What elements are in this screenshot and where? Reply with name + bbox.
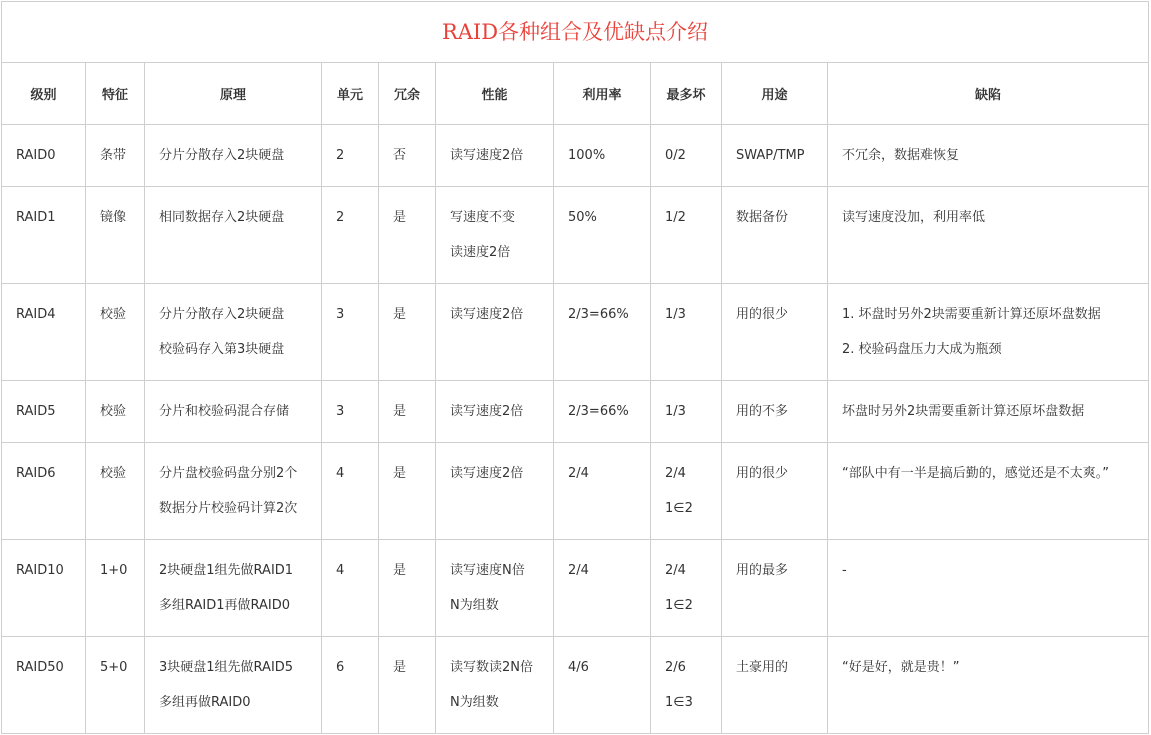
- raid-comparison-table: [1, 1, 1149, 734]
- cell-feature: [86, 540, 145, 637]
- cell-text: 读写速度2倍: [450, 466, 524, 481]
- cell-usage: [722, 284, 828, 381]
- cell-text: 2/6: [665, 660, 686, 675]
- cell-text: 分片分散存入2块硬盘: [159, 307, 285, 322]
- cell-text: 5+0: [100, 660, 128, 675]
- cell-text: 分片和校验码混合存储: [159, 404, 290, 419]
- cell-text: N为组数: [450, 598, 499, 613]
- cell-principle: [145, 284, 322, 381]
- table-row: [2, 637, 1149, 734]
- cell-text: 数据备份: [736, 210, 789, 225]
- cell-performance: [436, 443, 554, 540]
- cell-level: [2, 187, 86, 284]
- cell-level: [2, 637, 86, 734]
- cell-text: 多组再做RAID0: [159, 695, 251, 710]
- cell-usage: [722, 637, 828, 734]
- table-row: [2, 540, 1149, 637]
- cell-redundancy: [379, 381, 436, 443]
- cell-units: [322, 637, 379, 734]
- cell-performance: [436, 540, 554, 637]
- cell-defects: [828, 540, 1149, 637]
- cell-text: 校验码存入第3块硬盘: [159, 342, 285, 357]
- cell-utilization: [554, 187, 651, 284]
- cell-units: [322, 540, 379, 637]
- cell-max-fail: [651, 187, 722, 284]
- cell-feature: [86, 284, 145, 381]
- cell-text: 条带: [100, 148, 127, 163]
- cell-units: [322, 125, 379, 187]
- header-row: [2, 63, 1149, 125]
- cell-text: 是: [393, 307, 407, 322]
- cell-redundancy: [379, 187, 436, 284]
- cell-text: 4: [336, 563, 345, 578]
- cell-text: RAID0: [16, 148, 56, 163]
- header-level: 级别: [2, 63, 86, 125]
- cell-principle: [145, 125, 322, 187]
- cell-text: RAID50: [16, 660, 64, 675]
- cell-max-fail: [651, 284, 722, 381]
- cell-text: 校验: [100, 307, 127, 322]
- cell-text: 是: [393, 466, 407, 481]
- cell-text: 读写速度没加，利用率低: [842, 210, 986, 225]
- cell-text: 100%: [568, 148, 606, 163]
- header-performance: 性能: [436, 63, 554, 125]
- cell-text: “好是好，就是贵！”: [842, 660, 960, 675]
- cell-units: [322, 187, 379, 284]
- cell-text: RAID6: [16, 466, 56, 481]
- cell-utilization: [554, 284, 651, 381]
- cell-text: 读写速度2倍: [450, 307, 524, 322]
- cell-usage: [722, 187, 828, 284]
- cell-text: N为组数: [450, 695, 499, 710]
- cell-redundancy: [379, 443, 436, 540]
- cell-text: 用的很少: [736, 307, 789, 322]
- cell-units: [322, 284, 379, 381]
- cell-feature: [86, 381, 145, 443]
- cell-defects: [828, 187, 1149, 284]
- cell-text: 校验: [100, 466, 127, 481]
- cell-text: 是: [393, 563, 407, 578]
- header-units: 单元: [322, 63, 379, 125]
- cell-usage: [722, 443, 828, 540]
- cell-text: 分片盘校验码盘分别2个: [159, 466, 298, 481]
- cell-max-fail: [651, 540, 722, 637]
- cell-text: RAID10: [16, 563, 64, 578]
- cell-text: 是: [393, 404, 407, 419]
- cell-text: 3: [336, 307, 345, 322]
- cell-principle: [145, 637, 322, 734]
- cell-text: RAID4: [16, 307, 56, 322]
- cell-text: 3块硬盘1组先做RAID5: [159, 660, 294, 675]
- header-usage: 用途: [722, 63, 828, 125]
- cell-text: 坏盘时另外2块需要重新计算还原坏盘数据: [842, 404, 1085, 419]
- cell-defects: [828, 125, 1149, 187]
- cell-text: 2/4: [665, 466, 686, 481]
- cell-redundancy: [379, 125, 436, 187]
- cell-utilization: [554, 125, 651, 187]
- cell-text: 3: [336, 404, 345, 419]
- cell-usage: [722, 381, 828, 443]
- table-row: [2, 381, 1149, 443]
- cell-text: RAID1: [16, 210, 56, 225]
- cell-max-fail: [651, 443, 722, 540]
- cell-text: 1/3: [665, 307, 686, 322]
- cell-performance: [436, 637, 554, 734]
- cell-max-fail: [651, 637, 722, 734]
- cell-level: [2, 125, 86, 187]
- cell-units: [322, 443, 379, 540]
- table-row: [2, 443, 1149, 540]
- cell-text: -: [842, 563, 847, 578]
- cell-text: 1∈2: [665, 501, 693, 516]
- cell-utilization: [554, 637, 651, 734]
- cell-max-fail: [651, 381, 722, 443]
- cell-text: 校验: [100, 404, 127, 419]
- cell-redundancy: [379, 637, 436, 734]
- cell-text: 用的很少: [736, 466, 789, 481]
- cell-performance: [436, 284, 554, 381]
- cell-units: [322, 381, 379, 443]
- cell-text: 2. 校验码盘压力大成为瓶颈: [842, 342, 1002, 357]
- cell-level: [2, 443, 86, 540]
- cell-redundancy: [379, 284, 436, 381]
- cell-text: 2: [336, 210, 345, 225]
- cell-text: 多组RAID1再做RAID0: [159, 598, 291, 613]
- cell-text: 2/4: [665, 563, 686, 578]
- header-redundancy: 冗余: [379, 63, 436, 125]
- cell-text: 50%: [568, 210, 597, 225]
- cell-defects: [828, 637, 1149, 734]
- cell-text: 读写速度N倍: [450, 563, 525, 578]
- table-row: [2, 125, 1149, 187]
- cell-text: 是: [393, 660, 407, 675]
- cell-text: 否: [393, 148, 407, 163]
- cell-text: 1. 坏盘时另外2块需要重新计算还原坏盘数据: [842, 307, 1101, 322]
- table-row: [2, 187, 1149, 284]
- cell-text: SWAP/TMP: [736, 148, 805, 163]
- cell-text: 不冗余，数据难恢复: [842, 148, 960, 163]
- cell-text: 是: [393, 210, 407, 225]
- cell-utilization: [554, 443, 651, 540]
- header-defects: 缺陷: [828, 63, 1149, 125]
- cell-utilization: [554, 540, 651, 637]
- cell-text: 1/3: [665, 404, 686, 419]
- header-max-fail: 最多坏: [651, 63, 722, 125]
- cell-text: 用的最多: [736, 563, 789, 578]
- cell-defects: [828, 284, 1149, 381]
- table-title: RAID各种组合及优缺点介绍: [1, 1, 1149, 62]
- cell-text: 4: [336, 466, 345, 481]
- cell-max-fail: [651, 125, 722, 187]
- cell-text: 2: [336, 148, 345, 163]
- cell-text: 2/3=66%: [568, 404, 629, 419]
- table-row: [2, 284, 1149, 381]
- header-principle: 原理: [145, 63, 322, 125]
- header-feature: 特征: [86, 63, 145, 125]
- cell-usage: [722, 540, 828, 637]
- cell-text: 镜像: [100, 210, 127, 225]
- cell-text: 读写速度2倍: [450, 404, 524, 419]
- cell-text: 6: [336, 660, 345, 675]
- cell-text: 用的不多: [736, 404, 789, 419]
- cell-text: 2/4: [568, 466, 589, 481]
- cell-defects: [828, 443, 1149, 540]
- cell-text: “部队中有一半是搞后勤的，感觉还是不太爽。”: [842, 466, 1109, 481]
- cell-defects: [828, 381, 1149, 443]
- cell-text: 土豪用的: [736, 660, 789, 675]
- cell-feature: [86, 187, 145, 284]
- cell-principle: [145, 540, 322, 637]
- cell-usage: [722, 125, 828, 187]
- cell-text: 数据分片校验码计算2次: [159, 501, 298, 516]
- cell-text: 写速度不变: [450, 210, 516, 225]
- cell-text: 2/4: [568, 563, 589, 578]
- cell-text: 4/6: [568, 660, 589, 675]
- cell-text: RAID5: [16, 404, 56, 419]
- cell-text: 读写数读2N倍: [450, 660, 533, 675]
- cell-level: [2, 381, 86, 443]
- cell-feature: [86, 443, 145, 540]
- cell-feature: [86, 637, 145, 734]
- cell-text: 相同数据存入2块硬盘: [159, 210, 285, 225]
- cell-principle: [145, 381, 322, 443]
- cell-text: 0/2: [665, 148, 686, 163]
- cell-text: 1/2: [665, 210, 686, 225]
- header-utilization: 利用率: [554, 63, 651, 125]
- cell-level: [2, 540, 86, 637]
- table-body: [2, 125, 1149, 734]
- cell-text: 1∈2: [665, 598, 693, 613]
- cell-level: [2, 284, 86, 381]
- cell-performance: [436, 187, 554, 284]
- cell-performance: [436, 125, 554, 187]
- cell-text: 2/3=66%: [568, 307, 629, 322]
- cell-redundancy: [379, 540, 436, 637]
- cell-text: 分片分散存入2块硬盘: [159, 148, 285, 163]
- cell-utilization: [554, 381, 651, 443]
- cell-text: 读写速度2倍: [450, 148, 524, 163]
- cell-principle: [145, 187, 322, 284]
- cell-text: 读速度2倍: [450, 245, 511, 260]
- cell-text: 1+0: [100, 563, 128, 578]
- cell-text: 2块硬盘1组先做RAID1: [159, 563, 294, 578]
- cell-principle: [145, 443, 322, 540]
- cell-feature: [86, 125, 145, 187]
- cell-text: 1∈3: [665, 695, 693, 710]
- cell-performance: [436, 381, 554, 443]
